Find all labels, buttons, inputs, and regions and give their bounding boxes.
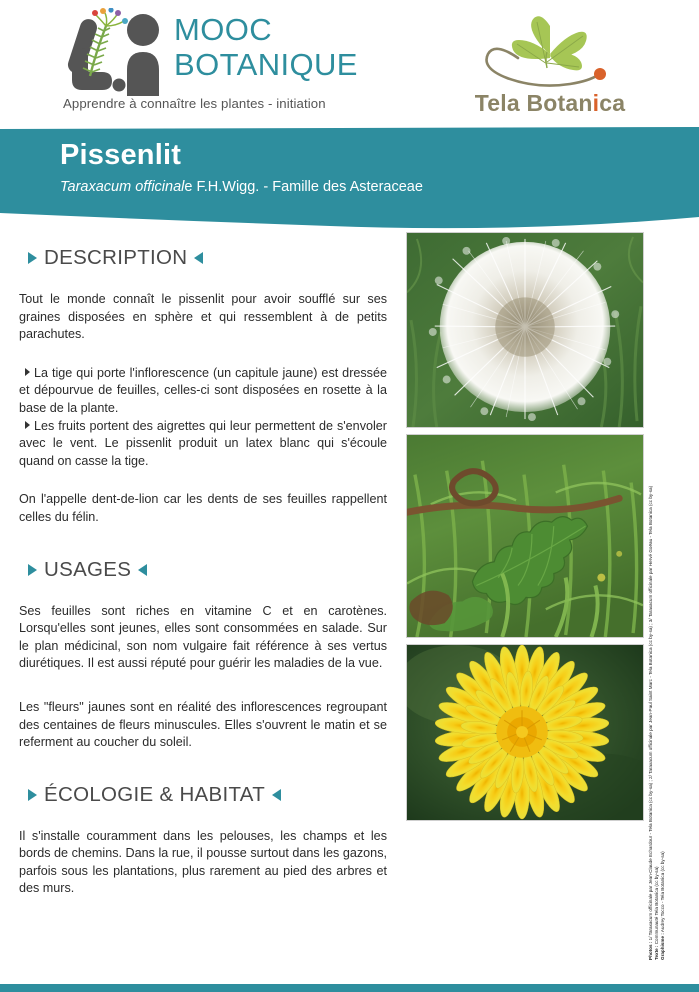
tela-name-accent-i: i [592,90,600,116]
description-bullet-1 [19,365,387,418]
credit-label-texte: Texte : [654,945,660,960]
section-header-ecologie-habitat [28,783,387,807]
section-title-ecologie-habitat: ÉCOLOGIE & HABITAT [44,782,266,806]
photo-seedhead [406,232,644,428]
mooc-title-line1: MOOC [174,12,273,47]
scientific-name-author: e F.H.Wigg. - Famille des Asteraceae [184,179,423,195]
photo-flower [406,644,644,821]
tela-botanica-logo [455,6,645,124]
photo-column [406,232,644,827]
tela-botanica-wordmark [455,90,645,117]
title-banner [0,127,699,235]
credit-label-photos: Photos : [648,941,653,960]
photo-leaves [406,434,644,638]
tela-name-part2: ca [599,90,626,116]
usages-paragraph-1: Ses feuilles sont riches en vitamine C et en carotènes. Lorsqu'elles sont jeunes, elles sont consommées en salade. Sur le plan médicinal, son nom vulgaire fait référence à ses vertus diurétiques. Il est aussi réputé pour guérir les maladies de la vue. [19,603,387,671]
mooc-wordmark [174,12,358,82]
usages-paragraph-2: Les "fleurs" jaunes sont en réalité des inflorescences regroupant des centaines de fleurs minuscules. Elles s'ouvrent le matin et se referment au coucher du soleil. [19,699,387,750]
tela-name-part1: Tela Botan [474,90,593,116]
section-title-description: DESCRIPTION [44,246,188,269]
triangle-left-icon [28,252,37,264]
mooc-title-line2: BOTANIQUE [174,47,358,82]
description-bullet-2 [19,418,387,471]
credit-text-graphisme: Audrey Tocco - Tela Botanica (cc by-sa) [660,851,666,934]
banner-text-block [60,139,660,197]
credit-label-graphisme: Graphisme : [660,933,666,960]
bullet-triangle-icon [25,368,30,376]
footer-bar [0,984,699,992]
triangle-left-icon [28,789,37,801]
triangle-right-icon [272,789,281,801]
credit-line-graphisme [660,560,666,960]
description-bullet-2-text: Les fruits portent des aigrettes qui leur permettent de s'envoler avec le vent. Le pissenlit produit un latex blanc qui s'écoule quand on casse la tige. [19,418,387,468]
tela-leaf-icon [455,6,645,96]
page-header [0,0,699,128]
credits-lines [648,485,667,960]
ecologie-paragraph-1: Il s'installe couramment dans les pelouses, les champs et les bords de chemins. Dans la rue, il pousse surtout dans les gazons, parfois sous les plantations, plus rarement au pied des arbres et des murs. [19,828,387,896]
description-paragraph-1: Tout le monde connaît le pissenlit pour avoir soufflé sur ses graines disposées en sphère et qui ressemblent à de petits parachutes. [19,292,387,342]
mooc-person-plant-icon [62,8,172,100]
content-column [19,246,387,898]
scientific-name-italic: Taraxacum officinal [60,179,185,195]
section-title-usages: USAGES [44,557,132,581]
section-header-description [28,246,387,270]
mooc-tagline: Apprendre à connaître les plantes - initiation [63,96,326,111]
triangle-right-icon [194,252,203,264]
description-paragraph-2: On l'appelle dent-de-lion car les dents de ses feuilles rappellent celles du félin. [19,492,387,524]
triangle-left-icon [28,564,37,576]
description-bullet-1-text: La tige qui porte l'inflorescence (un capitule jaune) est dressée et dépourvue de feuilles, celles-ci sont disposées en rosette à la base de la plante. [19,365,387,415]
section-header-usages [28,558,387,582]
bullet-triangle-icon [25,421,30,429]
credit-text-photos: 1/ Taraxacum officinale par Jean-Claude Echardour - Tela Botanica (cc by-sa) ; 2/ Taraxacum officinale par Jean-Paul Saint Marc - Tela Botanica (cc by-sa) ; 3/ Taraxacum officinale par Hervé Goëau - Tela Botanica (cc by-sa) [648,485,653,942]
scientific-name-subtitle [60,177,660,197]
page-title: Pissenlit [60,139,182,171]
triangle-right-icon [138,564,147,576]
mooc-botanique-logo [62,8,392,120]
credit-text-texte: Communauté Tela Botanica (cc by-sa) [654,866,660,946]
